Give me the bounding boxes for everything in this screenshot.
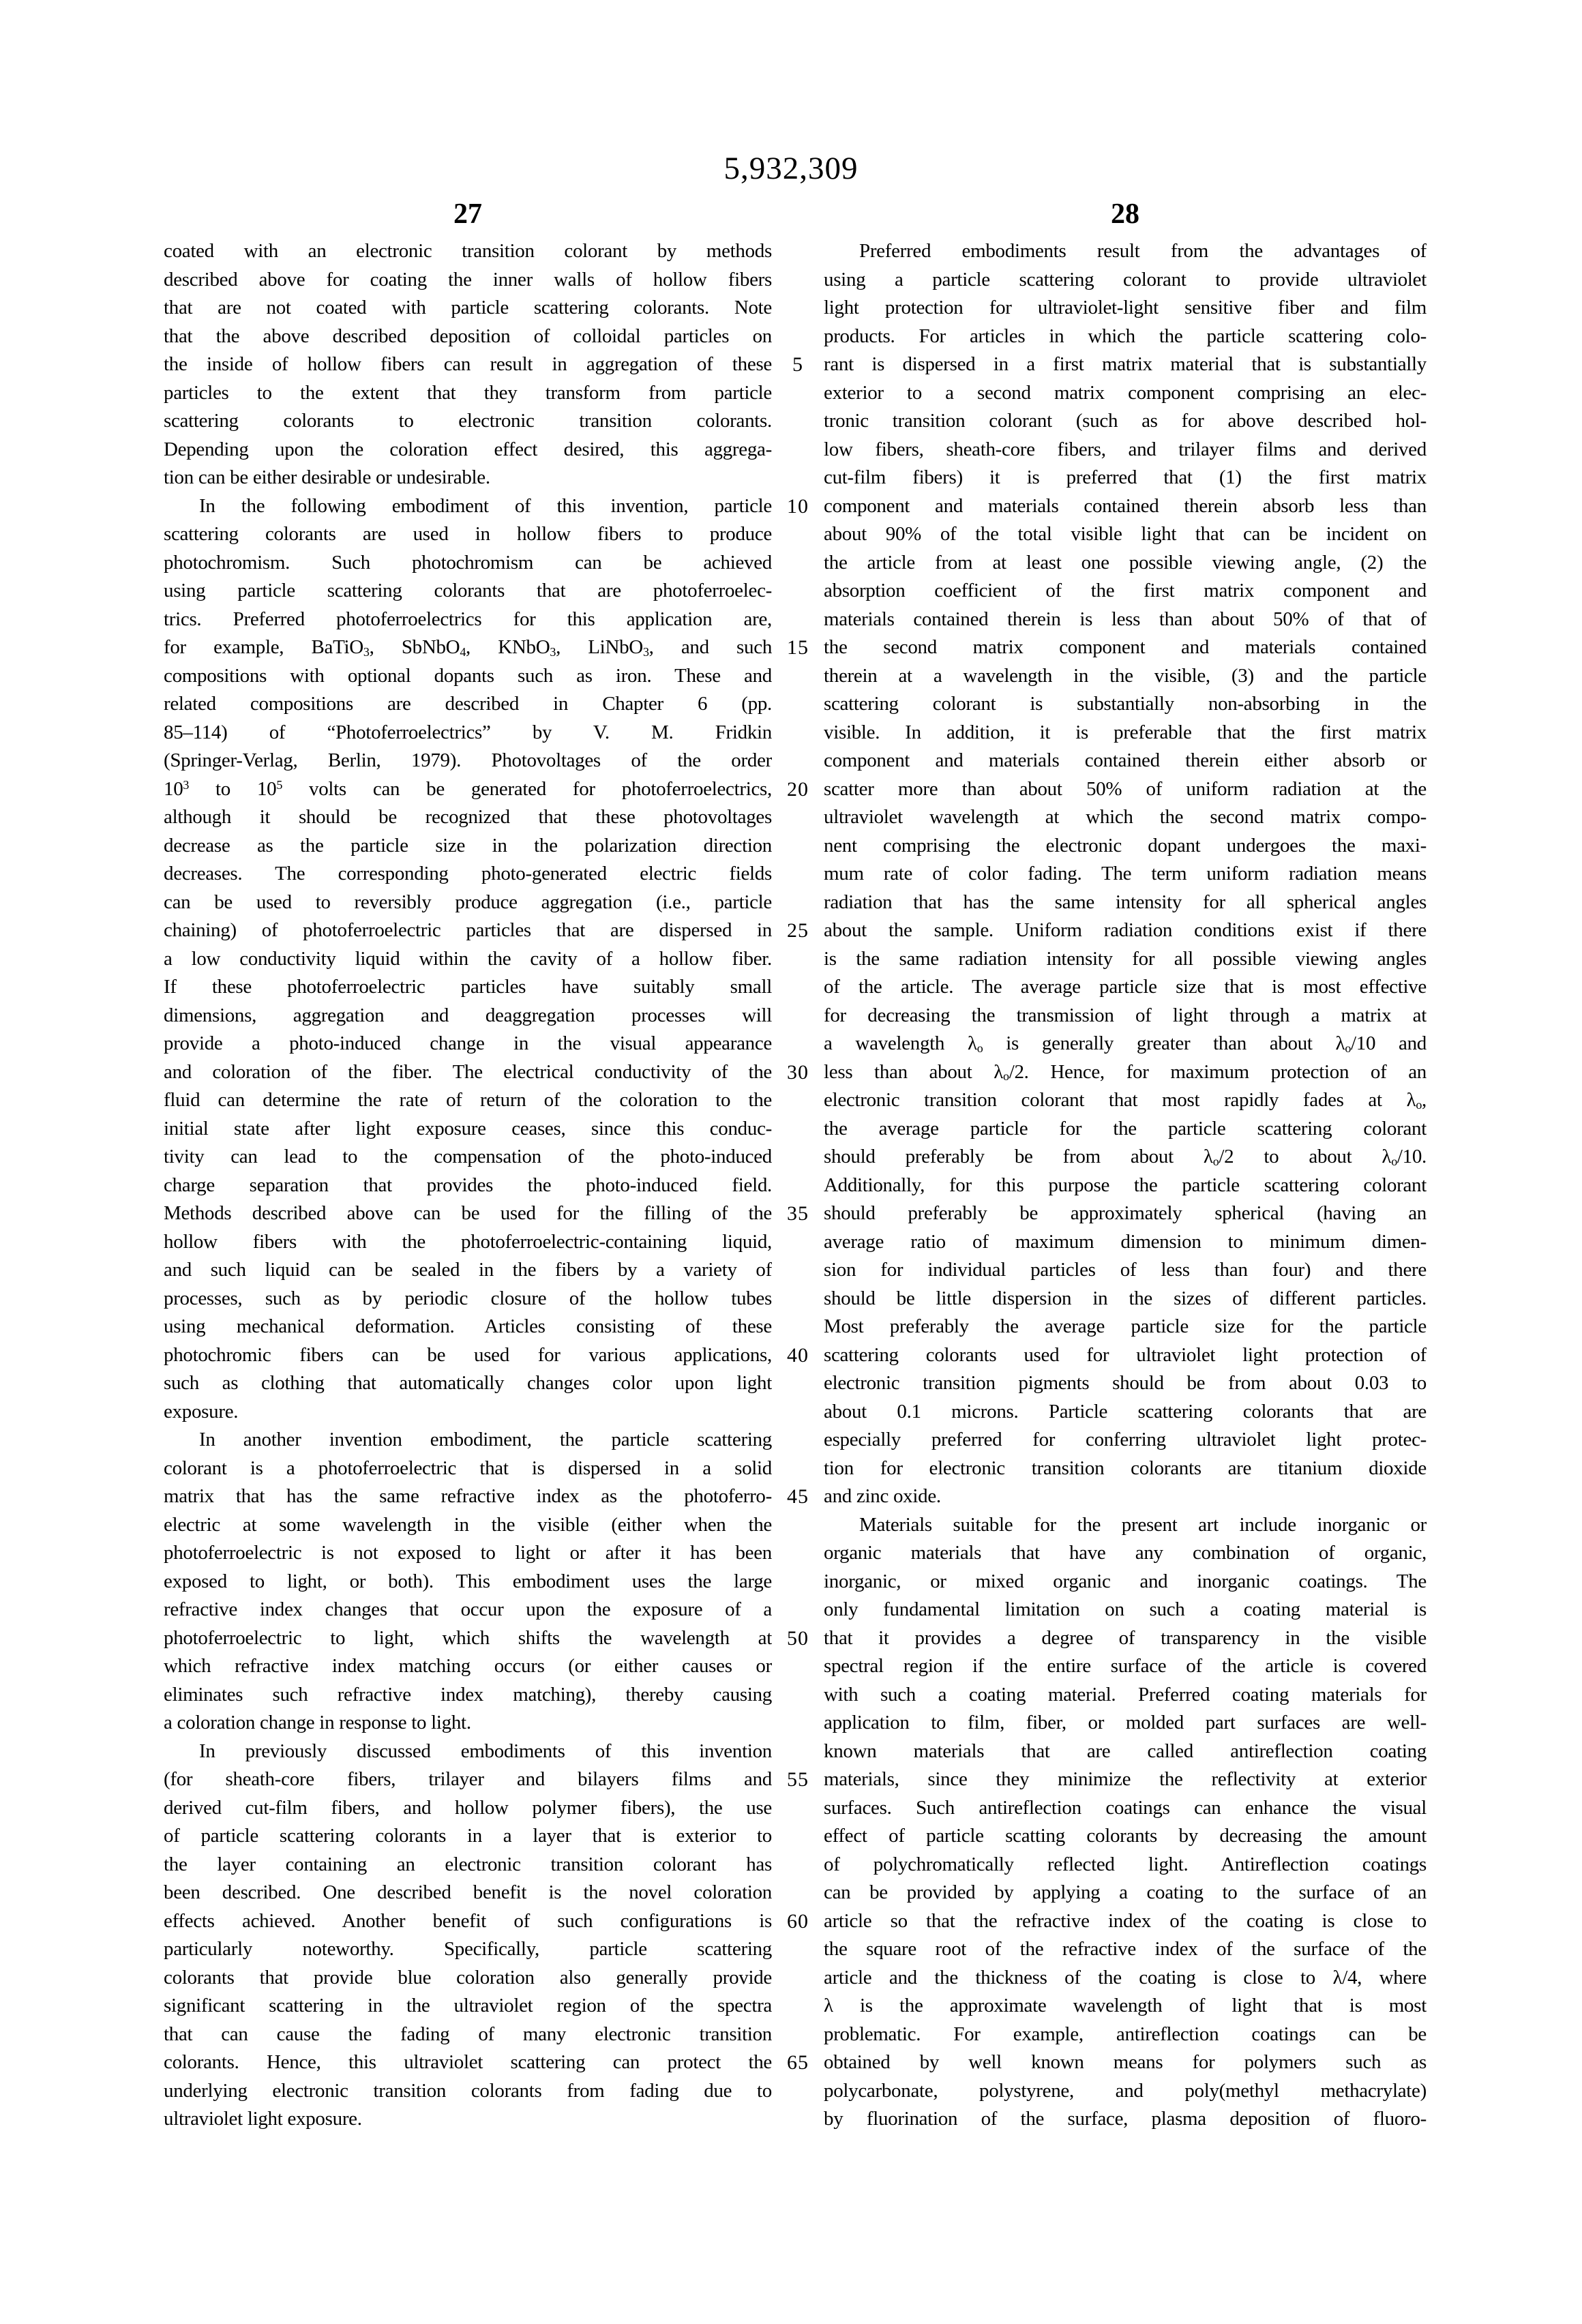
text-line: dimensions, aggregation and deaggregation processes will <box>164 1004 772 1026</box>
text-line: radiation that has the same intensity for all spherical angles <box>824 891 1427 913</box>
text-line: and such liquid can be sealed in the fibers by a variety of <box>164 1259 772 1281</box>
text-line: problematic. For example, antireflection coatings can be <box>824 2023 1427 2045</box>
text-line: (for sheath-core fibers, trilayer and bilayers films and <box>164 1768 772 1790</box>
gutter-spacer <box>772 1511 824 1540</box>
text-line: the layer containing an electronic transition colorant has <box>164 1853 772 1875</box>
gutter-spacer <box>772 2077 824 2106</box>
line-number-gutter <box>772 237 824 2134</box>
gutter-spacer <box>772 803 824 832</box>
text-line: described above for coating the inner walls of hollow fibers <box>164 268 772 290</box>
text-line: article and the thickness of the coating is close to λ/4, where <box>824 1966 1427 1988</box>
text-line: exterior to a second matrix component comprising an elec- <box>824 381 1427 404</box>
text-line: of particle scattering colorants in a layer that is exterior to <box>164 1825 772 1847</box>
gutter-spacer <box>772 1822 824 1851</box>
column-number-left: 27 <box>453 198 482 230</box>
text-line: about 90% of the total visible light that can be incident on <box>824 523 1427 545</box>
text-line: spectral region if the entire surface of the article is covered <box>824 1655 1427 1677</box>
line-number: 20 <box>787 777 809 801</box>
text-line: absorption coefficient of the first matrix component and <box>824 580 1427 601</box>
text-line: and coloration of the fiber. The electrical conductivity of the <box>164 1060 772 1083</box>
column-number-right: 28 <box>1111 198 1139 230</box>
text-grid <box>164 237 1427 2134</box>
gutter-spacer <box>772 832 824 861</box>
text-line: ultraviolet light exposure. <box>164 2108 362 2130</box>
text-line: using mechanical deformation. Articles consisting of these <box>164 1315 772 1337</box>
text-line: exposure. <box>164 1400 239 1422</box>
line-number: 55 <box>787 1768 809 1791</box>
text-line: fluid can determine the rate of return of the coloration to the <box>164 1089 772 1111</box>
text-line: related compositions are described in Chapter 6 (pp. <box>164 693 772 715</box>
line-number: 10 <box>787 494 809 518</box>
text-line: In previously discussed embodiments of this invention <box>199 1740 772 1762</box>
text-line: tion for electronic transition colorants are titanium dioxide <box>824 1457 1427 1479</box>
text-line: average ratio of maximum dimension to minimum dimen- <box>824 1230 1427 1253</box>
text-line: colorant is a photoferroelectric that is dispersed in a solid <box>164 1457 772 1479</box>
text-line: photochromism. Such photochromism can be achieved <box>164 551 772 573</box>
gutter-spacer <box>772 436 824 464</box>
text-line: low fibers, sheath-core fibers, and trilayer films and derived <box>824 438 1427 460</box>
text-line: matrix that has the same refractive index as the photoferro- <box>164 1485 772 1507</box>
gutter-spacer <box>772 1143 824 1172</box>
text-line: organic materials that have any combination of organic, <box>824 1542 1427 1564</box>
text-line: colorants. Hence, this ultraviolet scattering can protect the <box>164 2051 772 2073</box>
text-line: nent comprising the electronic dopant undergoes the maxi- <box>824 834 1427 856</box>
line-number: 45 <box>787 1485 809 1508</box>
text-line: particles to the extent that they transform from particle <box>164 381 772 404</box>
text-line: decreases. The corresponding photo-generated electric fields <box>164 863 772 884</box>
text-line: should preferably be from about $\lambda_o/2$ to about $\lambda_o/10$. <box>824 1146 1427 1168</box>
text-line: materials contained therein is less than about 50% of that of <box>824 608 1427 630</box>
text-line: of polychromatically reflected light. Antireflection coatings <box>824 1853 1427 1875</box>
line-number: 15 <box>787 636 809 659</box>
gutter-spacer <box>772 1228 824 1257</box>
text-line: decrease as the particle size in the polarization direction <box>164 834 772 856</box>
text-line: with such a coating material. Preferred coating materials for <box>824 1683 1427 1705</box>
text-line: for example, BaTiO$_3$, SbNbO$_4$, KNbO$_3$, LiNbO$_3$, and such <box>164 636 772 659</box>
gutter-spacer <box>772 266 824 295</box>
gutter-spacer <box>772 323 824 351</box>
text-line: initial state after light exposure ceases, since this conduc- <box>164 1117 772 1139</box>
gutter-spacer <box>772 1256 824 1285</box>
gutter-spacer <box>772 1794 824 1823</box>
text-line: which refractive index matching occurs (or either causes or <box>164 1655 772 1677</box>
gutter-spacer <box>772 1172 824 1200</box>
text-line: obtained by well known means for polymers such as <box>824 2051 1427 2073</box>
line-number: 25 <box>787 919 809 942</box>
text-line: that the above described deposition of colloidal particles on <box>164 325 772 347</box>
text-line: chaining) of photoferroelectric particles that are dispersed in <box>164 919 772 941</box>
text-line: can be provided by applying a coating to the surface of an <box>824 1881 1427 1903</box>
text-line: been described. One described benefit is the novel coloration <box>164 1881 772 1903</box>
text-line: electric at some wavelength in the visible (either when the <box>164 1513 772 1536</box>
gutter-spacer <box>772 690 824 719</box>
text-line: using a particle scattering colorant to provide ultraviolet <box>824 268 1427 290</box>
text-line: refractive index changes that occur upon the exposure of a <box>164 1598 772 1620</box>
text-line: can be used to reversibly produce aggregation (i.e., particle <box>164 891 772 913</box>
text-line: Materials suitable for the present art include inorganic or <box>859 1513 1427 1536</box>
line-number: 35 <box>787 1202 809 1225</box>
text-line: scatter more than about 50% of uniform radiation at the <box>824 777 1427 800</box>
text-line: visible. In addition, it is preferable that the first matrix <box>824 721 1427 743</box>
text-line: of the article. The average particle size that is most effective <box>824 976 1427 998</box>
text-line: such as clothing that automatically changes color upon light <box>164 1372 772 1394</box>
gutter-spacer <box>772 1681 824 1710</box>
gutter-spacer <box>772 606 824 634</box>
text-line: by fluorination of the surface, plasma deposition of fluoro- <box>824 2108 1427 2130</box>
text-line: the average particle for the particle scattering colorant <box>824 1117 1427 1139</box>
text-line: using particle scattering colorants that are photoferroelec- <box>164 580 772 601</box>
text-line: tion can be either desirable or undesirable. <box>164 466 490 488</box>
text-line: Methods described above can be used for the filling of the <box>164 1202 772 1224</box>
text-line: surfaces. Such antireflection coatings can enhance the visual <box>824 1796 1427 1819</box>
text-line: colorants that provide blue coloration also generally provide <box>164 1966 772 1988</box>
text-line: Additionally, for this purpose the particle scattering colorant <box>824 1174 1427 1196</box>
text-line: polycarbonate, polystyrene, and poly(methyl methacrylate) <box>824 2079 1427 2102</box>
text-line: derived cut-film fibers, and hollow polymer fibers), the use <box>164 1796 772 1819</box>
gutter-spacer <box>772 577 824 606</box>
text-line: for decreasing the transmission of light through a matrix at <box>824 1004 1427 1026</box>
gutter-spacer <box>772 1086 824 1115</box>
gutter-spacer <box>772 889 824 917</box>
gutter-spacer <box>772 1313 824 1341</box>
text-line: underlying electronic transition colorants from fading due to <box>164 2079 772 2102</box>
text-line: compositions with optional dopants such as iron. These and <box>164 664 772 687</box>
line-number: 60 <box>787 1909 809 1933</box>
text-line: cut-film fibers) it is preferred that (1) the first matrix <box>824 466 1427 488</box>
gutter-spacer <box>772 237 824 266</box>
text-line: 85–114) of “Photoferroelectrics” by V. M. Fridkin <box>164 721 772 743</box>
text-line: electronic transition colorant that most rapidly fades at $\lambda_o$, <box>824 1089 1427 1112</box>
gutter-spacer <box>772 2021 824 2049</box>
text-line: that are not coated with particle scattering colorants. Note <box>164 297 772 318</box>
text-line: Preferred embodiments result from the advantages of <box>859 240 1427 262</box>
text-line: scattering colorants used for ultraviolet light protection of <box>824 1343 1427 1366</box>
text-line: photochromic fibers can be used for various applications, <box>164 1343 772 1366</box>
text-line: If these photoferroelectric particles have suitably small <box>164 976 772 998</box>
text-line: products. For articles in which the particle scattering colo- <box>824 325 1427 347</box>
text-line: should preferably be approximately spherical (having an <box>824 1202 1427 1224</box>
gutter-spacer <box>772 1596 824 1624</box>
text-line: article so that the refractive index of the coating is close to <box>824 1909 1427 1932</box>
text-line: photoferroelectric to light, which shifts the wavelength at <box>164 1626 772 1649</box>
text-line: significant scattering in the ultraviolet region of the spectra <box>164 1995 772 2016</box>
gutter-spacer <box>772 747 824 775</box>
text-line: photoferroelectric is not exposed to light or after it has been <box>164 1542 772 1564</box>
text-line: a coloration change in response to light. <box>164 1712 471 1733</box>
text-line: electronic transition pigments should be from about 0.03 to <box>824 1372 1427 1394</box>
gutter-spacer <box>772 973 824 1002</box>
text-line: In the following embodiment of this invention, particle <box>199 494 772 517</box>
line-number: 50 <box>787 1626 809 1650</box>
text-line: therein at a wavelength in the visible, (3) and the particle <box>824 664 1427 687</box>
text-line: the square root of the refractive index of the surface of the <box>824 1938 1427 1960</box>
gutter-spacer <box>772 1426 824 1455</box>
gutter-spacer <box>772 1115 824 1144</box>
text-line: a low conductivity liquid within the cavity of a hollow fiber. <box>164 947 772 970</box>
gutter-spacer <box>772 1369 824 1398</box>
line-number: 30 <box>787 1060 809 1084</box>
gutter-spacer <box>772 379 824 408</box>
gutter-spacer <box>772 1030 824 1058</box>
text-line: although it should be recognized that these photovoltages <box>164 806 772 828</box>
text-line: component and materials contained therein either absorb or <box>824 749 1427 771</box>
text-line: particularly noteworthy. Specifically, particle scattering <box>164 1938 772 1960</box>
text-line: Depending upon the coloration effect desired, this aggrega- <box>164 438 772 460</box>
text-line: processes, such as by periodic closure of the hollow tubes <box>164 1287 772 1309</box>
text-line: about the sample. Uniform radiation conditions exist if there <box>824 919 1427 941</box>
text-line: mum rate of color fading. The term uniform radiation means <box>824 863 1427 884</box>
text-line: and zinc oxide. <box>824 1485 941 1507</box>
text-line: hollow fibers with the photoferroelectric-containing liquid, <box>164 1230 772 1253</box>
text-line: λ is the approximate wavelength of light that is most <box>824 1995 1427 2016</box>
line-number: 40 <box>787 1343 809 1367</box>
gutter-spacer <box>772 294 824 323</box>
text-line: is the same radiation intensity for all possible viewing angles <box>824 947 1427 970</box>
gutter-spacer <box>772 719 824 747</box>
text-line: effects achieved. Another benefit of such configurations is <box>164 1909 772 1932</box>
gutter-spacer <box>772 1879 824 1907</box>
text-line: tivity can lead to the compensation of the photo-induced <box>164 1146 772 1167</box>
text-line: inorganic, or mixed organic and inorganic coatings. The <box>824 1570 1427 1592</box>
gutter-spacer <box>772 1709 824 1738</box>
gutter-spacer <box>772 464 824 492</box>
text-line: scattering colorants are used in hollow fibers to produce <box>164 523 772 545</box>
text-line: sion for individual particles of less than four) and there <box>824 1259 1427 1281</box>
text-line: known materials that are called antireflection coating <box>824 1740 1427 1762</box>
text-line: (Springer-Verlag, Berlin, 1979). Photovoltages of the order <box>164 749 772 771</box>
gutter-spacer <box>772 1568 824 1596</box>
text-line: rant is dispersed in a first matrix material that is substantially <box>824 353 1427 375</box>
text-line: effect of particle scatting colorants by decreasing the amount <box>824 1825 1427 1847</box>
text-line: a wavelength $\lambda_o$ is generally greater than about $\lambda_o/10$ and <box>824 1032 1427 1055</box>
text-line: especially preferred for conferring ultraviolet light protec- <box>824 1429 1427 1450</box>
text-line: materials, since they minimize the reflectivity at exterior <box>824 1768 1427 1790</box>
gutter-spacer <box>772 1539 824 1568</box>
text-line: exposed to light, or both). This embodiment uses the large <box>164 1570 772 1592</box>
text-line: that it provides a degree of transparency in the visible <box>824 1626 1427 1649</box>
gutter-spacer <box>772 1992 824 2021</box>
gutter-spacer <box>772 1851 824 1879</box>
text-line: the second matrix component and materials contained <box>824 636 1427 658</box>
text-line: trics. Preferred photoferroelectrics for this application are, <box>164 608 772 630</box>
text-line: provide a photo-induced change in the visual appearance <box>164 1032 772 1054</box>
left-column <box>164 237 772 2134</box>
gutter-spacer <box>772 945 824 974</box>
text-line: In another invention embodiment, the particle scattering <box>199 1429 772 1450</box>
gutter-spacer <box>772 1964 824 1993</box>
text-line: less than about $\lambda_o/2$. Hence, for maximum protection of an <box>824 1060 1427 1084</box>
text-line: the inside of hollow fibers can result in aggregation of these <box>164 353 772 375</box>
text-line: $10^3$ to $10^5$ volts can be generated for photoferroelectrics, <box>164 777 772 800</box>
gutter-spacer <box>772 1398 824 1427</box>
text-line: Most preferably the average particle size for the particle <box>824 1315 1427 1337</box>
text-line: only fundamental limitation on such a coating material is <box>824 1598 1427 1620</box>
text-line: the article from at least one possible viewing angle, (2) the <box>824 551 1427 573</box>
gutter-spacer <box>772 2105 824 2134</box>
text-line: scattering colorants to electronic transition colorants. <box>164 410 772 432</box>
right-column <box>824 237 1427 2134</box>
text-line: tronic transition colorant (such as for above described hol- <box>824 410 1427 432</box>
text-line: that can cause the fading of many electronic transition <box>164 2023 772 2045</box>
text-line: component and materials contained therein absorb less than <box>824 494 1427 517</box>
text-line: coated with an electronic transition colorant by methods <box>164 240 772 262</box>
gutter-spacer <box>772 662 824 691</box>
gutter-spacer <box>772 1652 824 1681</box>
gutter-spacer <box>772 1738 824 1766</box>
line-number: 5 <box>792 353 803 376</box>
gutter-spacer <box>772 407 824 436</box>
line-number: 65 <box>787 2051 809 2074</box>
gutter-spacer <box>772 1935 824 1964</box>
text-line: eliminates such refractive index matching), thereby causing <box>164 1683 772 1705</box>
gutter-spacer <box>772 549 824 578</box>
text-line: should be little dispersion in the sizes of different particles. <box>824 1287 1427 1309</box>
text-line: light protection for ultraviolet-light sensitive fiber and film <box>824 297 1427 318</box>
text-line: application to film, fiber, or molded part surfaces are well- <box>824 1712 1427 1733</box>
text-line: about 0.1 microns. Particle scattering colorants that are <box>824 1400 1427 1422</box>
text-line: scattering colorant is substantially non-absorbing in the <box>824 693 1427 715</box>
text-line: charge separation that provides the photo-induced field. <box>164 1174 772 1196</box>
patent-number: 5,932,309 <box>723 151 859 186</box>
gutter-spacer <box>772 860 824 889</box>
gutter-spacer <box>772 1285 824 1313</box>
text-line: ultraviolet wavelength at which the second matrix compo- <box>824 806 1427 828</box>
gutter-spacer <box>772 1002 824 1030</box>
gutter-spacer <box>772 520 824 549</box>
gutter-spacer <box>772 1455 824 1483</box>
